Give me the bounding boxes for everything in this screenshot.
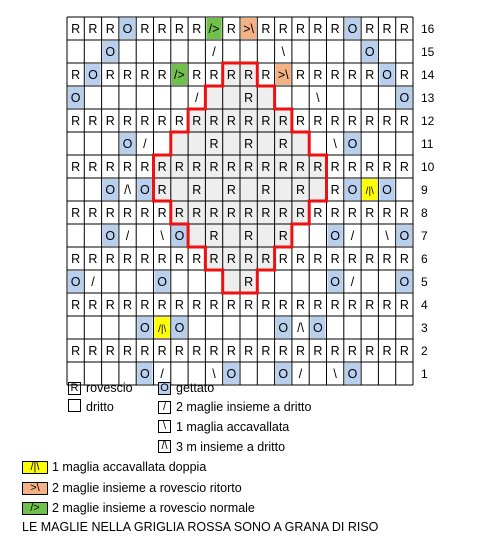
legend-label-dritto: dritto — [86, 400, 114, 414]
stitch-symbol: R — [157, 298, 167, 312]
stitch-symbol: R — [278, 252, 288, 266]
stitch-symbol: R — [365, 206, 375, 220]
stitch-symbol: O — [399, 229, 410, 243]
stitch-symbol: R — [261, 114, 271, 128]
stitch-symbol: O — [347, 183, 358, 197]
stitch-symbol: R — [261, 183, 271, 197]
stitch-symbol: O — [105, 183, 116, 197]
stitch-symbol: R — [244, 252, 254, 266]
stitch-symbol: O — [330, 275, 341, 289]
stitch-symbol: R — [88, 114, 98, 128]
row-number: 1 — [421, 366, 428, 381]
stitch-symbol: R — [365, 298, 375, 312]
stitch-symbol: R — [313, 252, 323, 266]
stitch-symbol: R — [365, 344, 375, 358]
stitch-symbol: / — [350, 229, 355, 243]
stitch-symbol: O — [347, 137, 358, 151]
stitch-symbol: R — [226, 68, 236, 82]
stitch-symbol: O — [122, 137, 133, 151]
stitch-symbol: R — [296, 114, 306, 128]
legend-label-rovescio-normale: 2 maglie insieme a rovescio normale — [52, 501, 255, 515]
stitch-symbol: R — [244, 206, 254, 220]
stitch-symbol: R — [174, 160, 184, 174]
legend-swatch-gettato: O — [158, 382, 171, 395]
stitch-symbol: O — [399, 91, 410, 105]
stitch-symbol: R — [209, 298, 219, 312]
stitch-symbol: R — [192, 298, 202, 312]
stitch-symbol: R — [157, 160, 167, 174]
stitch-symbol: R — [399, 252, 409, 266]
stitch-symbol: R — [209, 68, 219, 82]
stitch-symbol: R — [399, 206, 409, 220]
row-number: 7 — [421, 228, 428, 243]
stitch-symbol: R — [382, 22, 392, 36]
stitch-symbol: O — [139, 183, 150, 197]
legend-label-gettato: gettato — [176, 381, 215, 395]
stitch-symbol: R — [330, 298, 340, 312]
stitch-symbol: / — [350, 275, 355, 289]
legend-label-accavallata-doppia: 1 maglia accavallata doppia — [52, 460, 207, 474]
stitch-symbol: R — [105, 252, 115, 266]
stitch-symbol: R — [88, 22, 98, 36]
stitch-symbol: R — [140, 298, 150, 312]
stitch-symbol: R — [278, 114, 288, 128]
stitch-symbol: R — [157, 252, 167, 266]
stitch-symbol: O — [399, 275, 410, 289]
stitch-symbol: R — [192, 252, 202, 266]
stitch-symbol: R — [382, 160, 392, 174]
stitch-symbol: R — [244, 344, 254, 358]
stitch-symbol: R — [174, 206, 184, 220]
stitch-symbol: R — [261, 206, 271, 220]
stitch-symbol: O — [105, 229, 116, 243]
stitch-symbol: R — [105, 206, 115, 220]
stitch-symbol: R — [278, 344, 288, 358]
stitch-symbol: R — [399, 344, 409, 358]
legend-swatch-rovescio-ritorto: >\ — [22, 482, 48, 495]
stitch-symbol: R — [140, 206, 150, 220]
stitch-symbol: R — [71, 344, 81, 358]
row-number: 4 — [421, 297, 428, 312]
stitch-symbol: R — [71, 252, 81, 266]
legend-label-rovescio-ritorto: 2 maglie insieme a rovescio ritorto — [52, 481, 242, 495]
stitch-symbol: R — [140, 68, 150, 82]
stitch-symbol: R — [105, 160, 115, 174]
stitch-symbol: >\ — [243, 22, 255, 36]
stitch-symbol: R — [399, 160, 409, 174]
stitch-symbol: R — [296, 160, 306, 174]
stitch-symbol: R — [330, 344, 340, 358]
stitch-symbol: O — [278, 367, 289, 381]
stitch-symbol: R — [174, 298, 184, 312]
stitch-symbol: \ — [385, 229, 389, 243]
stitch-symbol: R — [157, 183, 167, 197]
stitch-symbol: R — [347, 298, 357, 312]
stitch-symbol: R — [330, 252, 340, 266]
row-number: 3 — [421, 320, 428, 335]
stitch-symbol: O — [226, 367, 237, 381]
stitch-symbol: \ — [333, 137, 337, 151]
stitch-symbol: R — [382, 252, 392, 266]
stitch-symbol: / — [212, 45, 216, 59]
stitch-symbol: R — [313, 22, 323, 36]
row-number: 6 — [421, 251, 428, 266]
stitch-symbol: R — [192, 114, 202, 128]
legend-swatch-rovescio-normale: /> — [22, 502, 48, 515]
stitch-symbol: \ — [316, 91, 320, 105]
stitch-symbol: R — [71, 22, 81, 36]
stitch-symbol: R — [330, 183, 340, 197]
stitch-symbol: R — [209, 114, 219, 128]
stitch-symbol: O — [364, 45, 375, 59]
stitch-symbol: O — [174, 321, 185, 335]
legend-label-accavallata: 1 maglia accavallata — [176, 420, 290, 434]
stitch-symbol: R — [365, 68, 375, 82]
stitch-symbol: O — [70, 275, 81, 289]
stitch-symbol: \ — [212, 367, 216, 381]
stitch-symbol: R — [347, 344, 357, 358]
stitch-symbol: R — [399, 298, 409, 312]
stitch-symbol: R — [105, 298, 115, 312]
stitch-symbol: R — [330, 68, 340, 82]
stitch-symbol: R — [244, 137, 254, 151]
stitch-symbol: R — [71, 160, 81, 174]
stitch-symbol: R — [174, 252, 184, 266]
stitch-symbol: R — [226, 206, 236, 220]
stitch-symbol: R — [382, 206, 392, 220]
stitch-symbol: R — [244, 91, 254, 105]
stitch-symbol: R — [261, 298, 271, 312]
stitch-symbol: R — [399, 68, 409, 82]
row-number: 2 — [421, 343, 428, 358]
row-number: 11 — [421, 136, 434, 151]
stitch-symbol: \ — [160, 229, 164, 243]
row-number: 5 — [421, 274, 428, 289]
stitch-symbol: R — [123, 344, 133, 358]
stitch-symbol: R — [296, 344, 306, 358]
stitch-symbol: \ — [333, 367, 337, 381]
legend-swatch-accavallata: \ — [158, 420, 171, 433]
row-number: 14 — [421, 67, 435, 82]
stitch-symbol: R — [226, 114, 236, 128]
stitch-symbol: /|\ — [158, 324, 167, 335]
stitch-symbol: O — [347, 367, 358, 381]
stitch-symbol: / — [143, 137, 147, 151]
stitch-symbol: O — [88, 68, 98, 82]
stitch-symbol: R — [278, 298, 288, 312]
stitch-symbol: R — [365, 252, 375, 266]
stitch-symbol: /> — [208, 22, 220, 36]
stitch-symbol: R — [123, 114, 133, 128]
stitch-symbol: R — [209, 137, 219, 151]
stitch-symbol: R — [244, 275, 254, 289]
stitch-symbol: O — [382, 183, 392, 197]
stitch-symbol: R — [278, 22, 288, 36]
stitch-symbol: O — [122, 22, 133, 36]
stitch-symbol: R — [399, 22, 409, 36]
stitch-symbol: R — [261, 344, 271, 358]
legend-swatch-2-insieme-dritto: / — [158, 401, 171, 414]
stitch-symbol: R — [174, 114, 184, 128]
legend-swatch-dritto — [68, 399, 81, 412]
stitch-symbol: R — [88, 344, 98, 358]
stitch-symbol: R — [330, 114, 340, 128]
stitch-symbol: O — [105, 45, 116, 59]
stitch-symbol: R — [244, 298, 254, 312]
stitch-symbol: R — [123, 298, 133, 312]
stitch-symbol: R — [140, 114, 150, 128]
stitch-symbol: O — [139, 321, 150, 335]
stitch-symbol: R — [261, 252, 271, 266]
stitch-symbol: R — [244, 160, 254, 174]
stitch-symbol: R — [313, 206, 323, 220]
stitch-symbol: R — [244, 114, 254, 128]
stitch-symbol: R — [105, 22, 115, 36]
stitch-symbol: R — [88, 160, 98, 174]
stitch-symbol: R — [296, 298, 306, 312]
stitch-symbol: R — [382, 344, 392, 358]
stitch-symbol: R — [105, 114, 115, 128]
legend-label-2-insieme-dritto: 2 maglie insieme a dritto — [176, 400, 312, 414]
legend-swatch-accavallata-doppia: /|\ — [22, 461, 48, 474]
stitch-symbol: R — [244, 68, 254, 82]
stitch-symbol: R — [261, 68, 271, 82]
stitch-symbol: R — [174, 344, 184, 358]
stitch-symbol: >\ — [277, 68, 289, 82]
stitch-symbol: R — [123, 68, 133, 82]
stitch-symbol: R — [330, 206, 340, 220]
stitch-symbol: R — [226, 344, 236, 358]
stitch-symbol: R — [313, 160, 323, 174]
stitch-symbol: R — [278, 160, 288, 174]
stitch-symbol: O — [157, 275, 168, 289]
stitch-symbol: O — [70, 91, 81, 105]
stitch-symbol: /\ — [124, 183, 132, 197]
stitch-symbol: R — [296, 206, 306, 220]
stitch-symbol: / — [298, 367, 303, 381]
stitch-symbol: R — [226, 298, 236, 312]
stitch-symbol: O — [330, 229, 341, 243]
stitch-symbol: R — [88, 252, 98, 266]
row-number: 12 — [421, 113, 435, 128]
stitch-symbol: R — [226, 160, 236, 174]
stitch-symbol: R — [140, 344, 150, 358]
stitch-symbol: R — [123, 160, 133, 174]
stitch-symbol: R — [296, 183, 306, 197]
stitch-symbol: R — [347, 160, 357, 174]
stitch-symbol: R — [157, 68, 167, 82]
legend-label-3-insieme: 3 m insieme a dritto — [176, 440, 286, 454]
stitch-symbol: R — [261, 160, 271, 174]
stitch-symbol: R — [296, 252, 306, 266]
stitch-symbol: R — [71, 206, 81, 220]
stitch-symbol: R — [209, 229, 219, 243]
stitch-symbol: O — [174, 229, 185, 243]
stitch-symbol: R — [347, 114, 357, 128]
legend-label-rovescio: rovescio — [86, 381, 133, 395]
stitch-symbol: O — [278, 321, 289, 335]
stitch-symbol: R — [157, 114, 167, 128]
stitch-symbol: / — [195, 91, 199, 105]
stitch-symbol: / — [160, 367, 164, 381]
stitch-symbol: R — [313, 114, 323, 128]
stitch-symbol: R — [105, 68, 115, 82]
stitch-symbol: R — [71, 114, 81, 128]
stitch-symbol: R — [313, 298, 323, 312]
stitch-symbol: O — [139, 367, 150, 381]
stitch-symbol: R — [192, 183, 202, 197]
stitch-symbol: R — [192, 68, 202, 82]
stitch-symbol: R — [313, 68, 323, 82]
stitch-symbol: R — [278, 206, 288, 220]
stitch-symbol: R — [209, 344, 219, 358]
stitch-symbol: R — [226, 183, 236, 197]
stitch-symbol: R — [226, 252, 236, 266]
stitch-symbol: R — [71, 68, 81, 82]
row-number: 10 — [421, 159, 435, 174]
stitch-symbol: R — [123, 206, 133, 220]
row-number: 15 — [421, 44, 435, 59]
stitch-symbol: / — [125, 229, 130, 243]
stitch-symbol: R — [123, 252, 133, 266]
row-number: 8 — [421, 205, 428, 220]
stitch-symbol: R — [209, 252, 219, 266]
stitch-symbol: R — [140, 160, 150, 174]
stitch-symbol: R — [192, 160, 202, 174]
stitch-symbol: R — [365, 160, 375, 174]
stitch-symbol: R — [71, 298, 81, 312]
stitch-symbol: R — [88, 206, 98, 220]
stitch-symbol: O — [312, 321, 323, 335]
stitch-symbol: R — [296, 68, 306, 82]
stitch-symbol: R — [105, 344, 115, 358]
stitch-symbol: R — [244, 229, 254, 243]
stitch-symbol: / — [91, 275, 95, 289]
stitch-symbol: R — [347, 68, 357, 82]
stitch-symbol: R — [140, 22, 150, 36]
stitch-symbol: R — [330, 160, 340, 174]
stitch-symbol: R — [157, 22, 167, 36]
row-number: 13 — [421, 90, 435, 105]
chart-footnote: LE MAGLIE NELLA GRIGLIA ROSSA SONO A GRANA DI RISO — [22, 520, 379, 534]
stitch-symbol: R — [382, 298, 392, 312]
legend-swatch-rovescio: R — [68, 382, 81, 395]
stitch-symbol: R — [278, 137, 288, 151]
stitch-symbol: R — [313, 344, 323, 358]
stitch-symbol: R — [157, 344, 167, 358]
legend-swatch-3-insieme: /\ — [158, 440, 171, 453]
stitch-symbol: R — [399, 114, 409, 128]
stitch-symbol: \ — [281, 45, 285, 59]
row-number: 9 — [421, 182, 428, 197]
stitch-symbol: R — [278, 229, 288, 243]
stitch-symbol: R — [192, 206, 202, 220]
stitch-symbol: R — [347, 206, 357, 220]
stitch-symbol: R — [192, 22, 202, 36]
stitch-symbol: R — [209, 206, 219, 220]
stitch-symbol: /|\ — [365, 186, 374, 197]
stitch-symbol: /> — [174, 68, 185, 82]
stitch-symbol: R — [140, 252, 150, 266]
stitch-symbol: R — [261, 22, 271, 36]
stitch-symbol: O — [347, 22, 358, 36]
stitch-symbol: R — [365, 22, 375, 36]
stitch-symbol: R — [192, 344, 202, 358]
stitch-symbol: R — [226, 22, 236, 36]
stitch-symbol: /\ — [297, 321, 305, 335]
stitch-symbol: O — [382, 68, 392, 82]
stitch-symbol: R — [347, 252, 357, 266]
stitch-symbol: R — [330, 22, 340, 36]
stitch-symbol: R — [296, 22, 306, 36]
stitch-symbol: R — [209, 160, 219, 174]
row-number: 16 — [421, 21, 435, 36]
stitch-symbol: R — [88, 298, 98, 312]
stitch-symbol: R — [365, 114, 375, 128]
stitch-symbol: R — [174, 22, 184, 36]
stitch-symbol: R — [157, 206, 167, 220]
stitch-symbol: R — [382, 114, 392, 128]
